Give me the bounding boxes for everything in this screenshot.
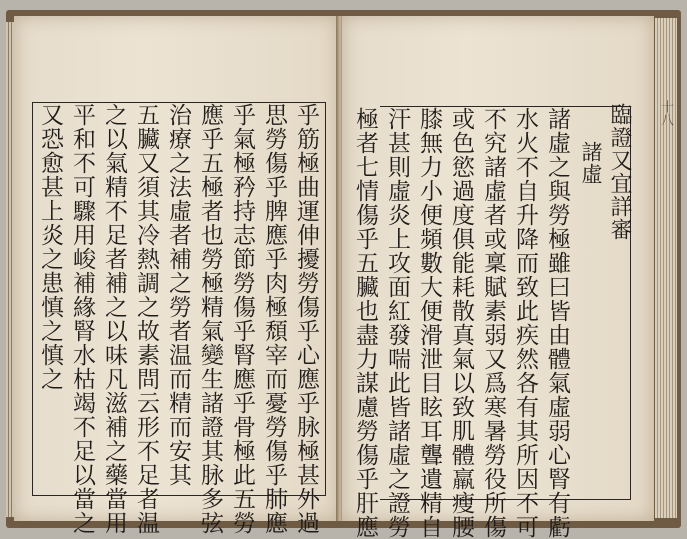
left-page — [14, 16, 340, 535]
left-column-7: 之以氣精不足者補之以味凡滋補之藥當用 — [101, 103, 127, 535]
left-text-frame — [32, 102, 326, 535]
right-column-7: 極者七情傷乎五臟也盡力謀慮勞傷乎肝應 — [352, 107, 378, 539]
left-column-6: 五臟又須其冷熱調之故素問云形不足者温 — [133, 103, 159, 535]
right-column-6: 汗甚則虛炎上攻面紅發喘此皆諸虛之證勞 — [384, 107, 410, 539]
left-column-5: 治療之法虛者補之勞者温而精而安其 — [165, 103, 191, 487]
right-column-1: 諸虛之與勞極雖曰皆由體氣虛弱心腎有虧 — [544, 107, 570, 539]
right-column-2: 水火不自升降而致此疾然各有其所因不可 — [512, 107, 538, 539]
right-page — [342, 16, 654, 539]
right-subheader: 諸虛 — [579, 141, 603, 185]
left-column-8: 平和不可驟用峻補緣腎水枯竭不足以當之 — [69, 103, 95, 535]
left-column-4: 應乎五極者也勞極精氣變生諸證其脉多弦 — [197, 103, 223, 535]
right-column-4: 或色慾過度俱能耗散真氣以致肌體羸瘦腰 — [448, 107, 474, 539]
left-column-3: 乎氣極矜持志節勞傷乎腎應乎骨極此五勞 — [229, 103, 255, 535]
right-column-3: 不究諸虛者或稟賦素弱又爲寒暑勞役所傷 — [480, 107, 506, 539]
right-text-frame — [352, 103, 632, 539]
right-column-5: 膝無力小便頻數大便滑泄目眩耳聾遺精自 — [416, 107, 442, 539]
left-column-2: 思勞傷乎脾應乎肉極頹宰而憂勞傷乎肺應 — [261, 103, 287, 535]
open-book — [6, 10, 681, 539]
left-column-9: 又恐愈甚上炎之患慎之慎之 — [37, 103, 63, 391]
left-column-1: 乎筋極曲運伸擾勞傷乎心應乎脉極甚外過 — [293, 103, 319, 535]
margin-page-label: 十八 — [658, 100, 673, 126]
right-page-stack — [655, 18, 677, 518]
right-header: 臨證又宜詳審 — [607, 103, 632, 241]
